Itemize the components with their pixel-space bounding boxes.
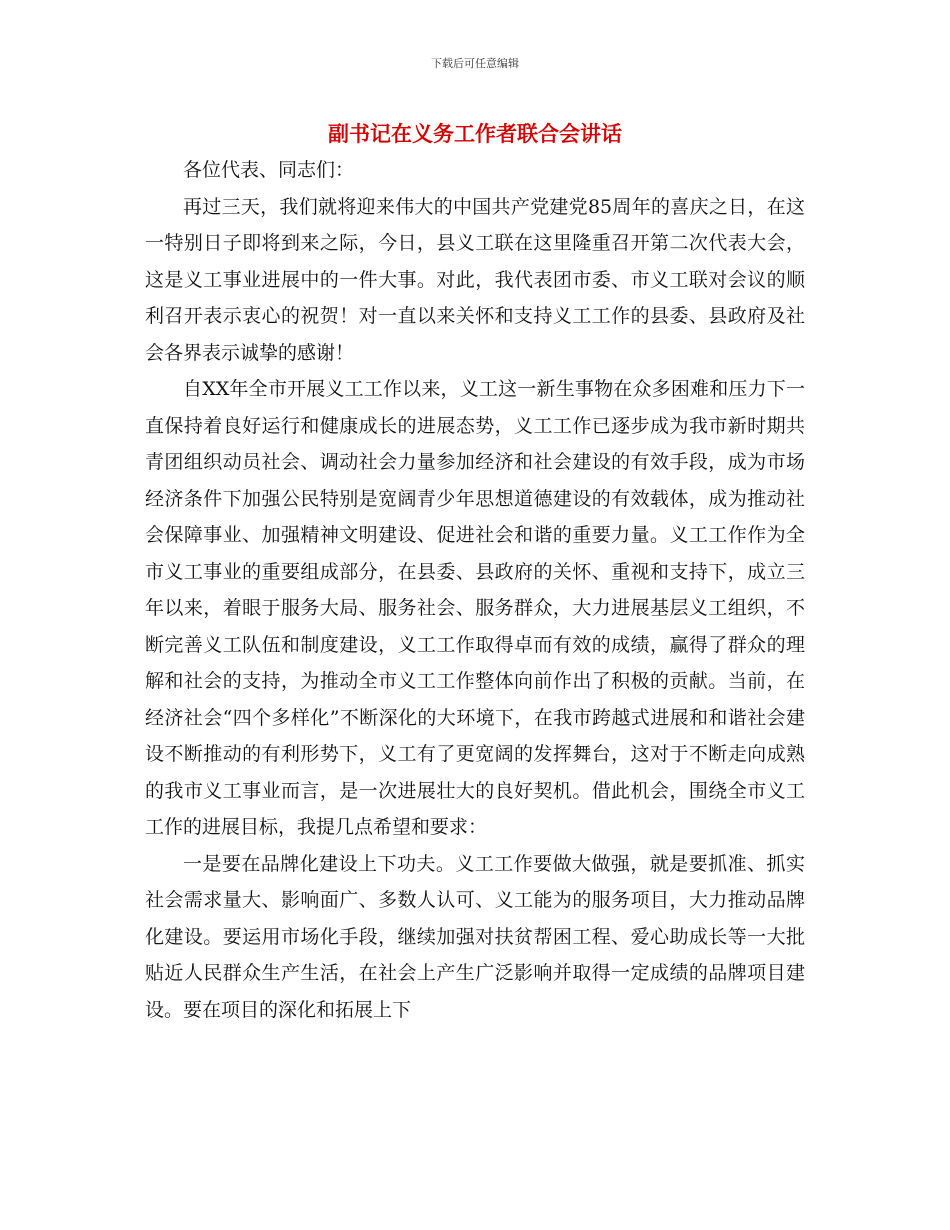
document-title: 副书记在义务工作者联合会讲话 bbox=[328, 121, 622, 146]
paragraph-salutation: 各位代表、同志们： bbox=[183, 159, 355, 181]
paragraph-opening: 再过三天，我们就将迎来伟大的中国共产党建党85周年的喜庆之日，在这一特别日子即将到来之际，今日，县义工联在这里隆重召开第二次代表大会，这是义工事业进展中的一件大事。对此，我代表团市委、市义工联对会议的顺利召开表示衷心的祝贺！对一直以来关怀和支持义工工作的县委、县政府及社会各界表示诚挚的感谢！ bbox=[145, 195, 805, 364]
paragraph-review: 自XX年全市开展义工工作以来，义工这一新生事物在众多困难和压力下一直保持着良好运行和健康成长的进展态势，义工工作已逐步成为我市新时期共青团组织动员社会、调动社会力量参加经济和社会建设的有效手段，成为市场经济条件下加强公民特别是宽阔青少年思想道德建设的有效载体，成为推动社会保障事业、加强精神文明建设、促进社会和谐的重要力量。义工工作作为全市义工事业的重要组成部分，在县委、县政府的关怀、重视和支持下，成立三年以来，着眼于服务大局、服务社会、服务群众，大力进展基层义工组织，不断完善义工队伍和制度建设，义工工作取得卓而有效的成绩，赢得了群众的理解和社会的支持，为推动全市义工工作整体向前作出了积极的贡献。当前，在经济社会“四个多样化”不断深化的大环境下，在我市跨越式进展和和谐社会建设不断推动的有利形势下，义工有了更宽阔的发挥舞台，这对于不断走向成熟的我市义工事业而言，是一次进展壮大的良好契机。借此机会，围绕全市义工工作的进展目标，我提几点希望和要求： bbox=[145, 378, 805, 838]
document-body bbox=[145, 152, 805, 1028]
header-note: 下载后可任意编辑 bbox=[431, 57, 519, 70]
paragraph-requirement-one: 一是要在品牌化建设上下功夫。义工工作要做大做强，就是要抓准、抓实社会需求量大、影响面广、多数人认可、义工能为的服务项目，大力推动品牌化建设。要运用市场化手段，继续加强对扶贫帮困工程、爱心助成长等一大批贴近人民群众生产生活，在社会上产生广泛影响并取得一定成绩的品牌项目建设。要在项目的深化和拓展上下 bbox=[145, 852, 805, 1021]
